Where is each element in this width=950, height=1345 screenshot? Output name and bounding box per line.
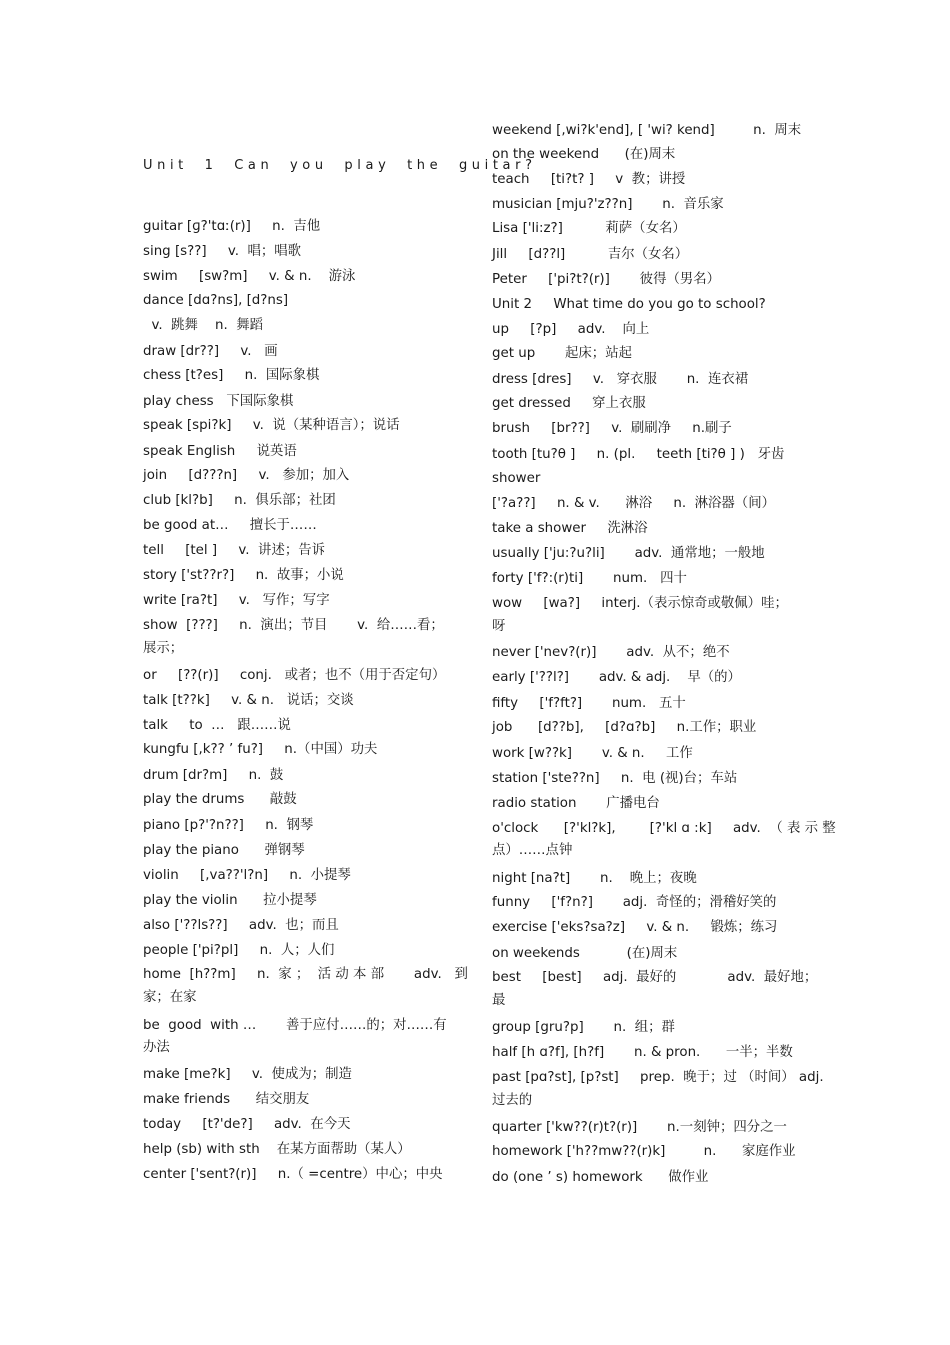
vocab-entry: shower xyxy=(492,471,541,486)
vocab-entry: musician [mju?'z??n] n. 音乐家 xyxy=(492,197,724,212)
vocab-entry: on weekends (在)周末 xyxy=(492,946,678,961)
vocab-entry: never ['nev?(r)] adv. 从不；绝不 xyxy=(492,645,730,660)
vocab-entry-continuation: 最 xyxy=(492,993,506,1008)
unit-heading: Unit 2 What time do you go to school? xyxy=(492,297,766,312)
vocab-entry-continuation: 家；在家 xyxy=(143,990,197,1005)
vocab-entry-continuation: 过去的 xyxy=(492,1093,533,1108)
vocab-entry: also ['??ls??] adv. 也；而且 xyxy=(143,918,339,933)
vocab-entry: get up 起床；站起 xyxy=(492,346,632,361)
vocab-entry: best [best] adj. 最好的 adv. 最好地； xyxy=(492,970,818,985)
unit-heading: Unit 1 Can you play the guitar? xyxy=(143,158,537,173)
vocab-entry: funny ['f?n?] adj. 奇怪的；滑稽好笑的 xyxy=(492,895,777,910)
vocab-entry: home [h??m] n. 家 ； 活 动 本 部 adv. 到 xyxy=(143,967,468,982)
vocab-entry: join [d???n] v. 参加；加入 xyxy=(143,468,350,483)
vocab-entry: speak [spi?k] v. 说（某种语言）；说话 xyxy=(143,418,400,433)
vocab-entry: radio station 广播电台 xyxy=(492,796,660,811)
vocab-entry: Peter ['pi?t?(r)] 彼得（男名） xyxy=(492,272,721,287)
vocab-entry: exercise ['eks?sa?z] v. & n. 锻炼；练习 xyxy=(492,920,778,935)
vocab-entry: usually ['ju:?u?li] adv. 通常地；一般地 xyxy=(492,546,765,561)
vocab-entry: guitar [ɡ?'tɑː(r)] n. 吉他 xyxy=(143,219,321,234)
vocab-entry: o'clock [?'kl?k], [?'kl ɑ :k] adv. （ 表 示 整 xyxy=(492,821,836,836)
vocab-entry: get dressed 穿上衣服 xyxy=(492,396,646,411)
vocab-entry: night [na?t] n. 晚上；夜晚 xyxy=(492,871,697,886)
vocab-entry-continuation: 展示； xyxy=(143,641,184,656)
vocab-entry: station ['ste??n] n. 电 (视)台；车站 xyxy=(492,771,738,786)
vocab-entry: up [?p] adv. 向上 xyxy=(492,322,650,337)
vocab-entry: swim [sw?m] v. & n. 游泳 xyxy=(143,269,356,284)
vocab-entry: violin [,va??'l?n] n. 小提琴 xyxy=(143,868,351,883)
vocab-entry-continuation: 呀 xyxy=(492,619,506,634)
vocab-entry: club [kl?b] n. 俱乐部；社团 xyxy=(143,493,336,508)
vocab-entry: write [ra?t] v. 写作；写字 xyxy=(143,593,330,608)
vocab-entry-continuation: v. 跳舞 n. 舞蹈 xyxy=(143,318,264,333)
vocab-entry-continuation: 办法 xyxy=(143,1040,170,1055)
vocab-entry: take a shower 洗淋浴 xyxy=(492,521,648,536)
vocab-entry-continuation: 点）……点钟 xyxy=(492,843,573,858)
vocab-entry: make friends 结交朋友 xyxy=(143,1092,310,1107)
vocab-entry: center ['sent?(r)] n.（ =centre）中心；中央 xyxy=(143,1167,443,1182)
vocab-entry: chess [t?es] n. 国际象棋 xyxy=(143,368,320,383)
vocab-entry: brush [br??] v. 刷刷净 n.刷子 xyxy=(492,421,732,436)
vocab-entry: play the piano 弹钢琴 xyxy=(143,843,305,858)
vocab-entry: work [w??k] v. & n. 工作 xyxy=(492,746,693,761)
vocab-entry: or [??(r)] conj. 或者；也不（用于否定句） xyxy=(143,668,446,683)
vocab-entry: kungfu [,k?? ’ fu?] n.（中国）功夫 xyxy=(143,742,378,757)
vocab-entry: today [t?'de?] adv. 在今天 xyxy=(143,1117,351,1132)
vocab-entry: play the drums 敲鼓 xyxy=(143,792,297,807)
vocab-entry: early ['??l?] adv. & adj. 早（的） xyxy=(492,670,741,685)
vocab-entry: speak English 说英语 xyxy=(143,444,297,459)
vocab-entry: sing [s??] v. 唱；唱歌 xyxy=(143,244,302,259)
vocab-entry: story ['st??r?] n. 故事；小说 xyxy=(143,568,344,583)
vocab-entry: half [h ɑ?f], [h?f] n. & pron. 一半；半数 xyxy=(492,1045,793,1060)
vocab-entry: on the weekend (在)周末 xyxy=(492,147,676,162)
vocab-entry: quarter ['kw??(r)t?(r)] n.一刻钟；四分之一 xyxy=(492,1120,787,1135)
vocab-entry: fifty ['f?ft?] num. 五十 xyxy=(492,696,686,711)
vocab-entry: play the violin 拉小提琴 xyxy=(143,893,317,908)
vocab-entry: group [gru?p] n. 组；群 xyxy=(492,1020,675,1035)
vocab-entry: Lisa ['li:z?] 莉萨（女名） xyxy=(492,221,686,236)
vocab-entry: weekend [,wi?k'end], [ 'wi? kend] n. 周末 xyxy=(492,123,802,138)
vocab-entry: tell [tel ] v. 讲述；告诉 xyxy=(143,543,326,558)
vocab-entry: Jill [d??l] 吉尔（女名） xyxy=(492,247,689,262)
vocab-entry: drum [dr?m] n. 鼓 xyxy=(143,768,284,783)
vocab-entry: be good with … 善于应付……的；对……有 xyxy=(143,1018,447,1033)
vocab-entry: show [???] n. 演出；节目 v. 给……看； xyxy=(143,618,444,633)
vocab-entry: wow [wa?] interj.（表示惊奇或敬佩）哇； xyxy=(492,596,788,611)
vocab-entry: play chess 下国际象棋 xyxy=(143,394,294,409)
vocab-entry: dress [dres] v. 穿衣服 n. 连衣裙 xyxy=(492,372,749,387)
vocab-entry: dance [dɑ?ns], [d?ns] xyxy=(143,293,289,308)
vocab-entry: make [me?k] v. 使成为；制造 xyxy=(143,1067,352,1082)
vocab-entry: do (one ’ s) homework 做作业 xyxy=(492,1170,709,1185)
vocab-entry: people ['pi?pl] n. 人；人们 xyxy=(143,943,335,958)
vocab-entry: homework ['h??mw??(r)k] n. 家庭作业 xyxy=(492,1144,796,1159)
vocab-entry: job [d??b], [d?ɑ?b] n.工作；职业 xyxy=(492,720,757,735)
vocab-entry: help (sb) with sth 在某方面帮助（某人） xyxy=(143,1142,411,1157)
vocab-entry: talk [t??k] v. & n. 说话；交谈 xyxy=(143,693,354,708)
vocab-entry: past [pɑ?st], [p?st] prep. 晚于；过 （时间） adj. xyxy=(492,1070,824,1085)
vocab-entry: be good at… 擅长于…… xyxy=(143,518,317,533)
vocab-entry: tooth [tu?θ ] n. (pl. teeth [ti?θ ] ) 牙齿 xyxy=(492,447,785,462)
vocab-entry: teach [ti?t? ] v 教；讲授 xyxy=(492,172,686,187)
vocab-entry: draw [dr??] v. 画 xyxy=(143,344,278,359)
vocab-entry: forty ['f?:(r)ti] num. 四十 xyxy=(492,571,687,586)
vocab-entry: piano [p?'?n??] n. 钢琴 xyxy=(143,818,314,833)
vocab-entry: talk to … 跟……说 xyxy=(143,718,291,733)
vocab-entry-continuation: ['?a??] n. & v. 淋浴 n. 淋浴器（间） xyxy=(492,496,775,511)
